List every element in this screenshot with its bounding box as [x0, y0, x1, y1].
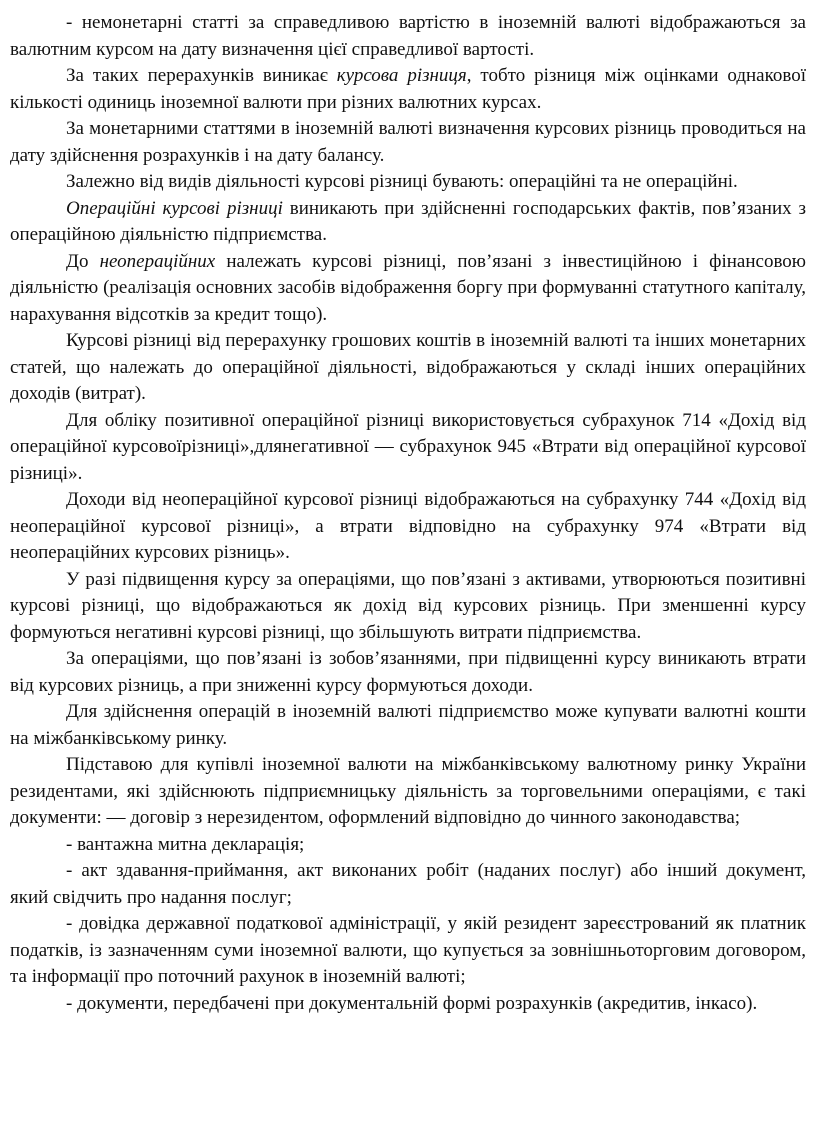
paragraph-text: - немонетарні статті за справедливою вартістю в іноземній валюті відображаються за валютним курсом на дату визначення цієї справедливої вартості.: [10, 12, 806, 60]
paragraph-text: Для обліку позитивної операційної різниці використовується субрахунок 714 «Дохід від операційної курсовоїрізниці»,длянегативної — субрахунок 945 «Втрати від операційної курсової різниці».: [10, 409, 806, 484]
paragraph: [10, 699, 806, 752]
italic-term: Операційні курсові різниці: [66, 197, 283, 219]
paragraph-text: Для здійснення операцій в іноземній валюті підприємство може купувати валютні кошти на міжбанківському ринку.: [10, 701, 806, 749]
paragraph-text: До: [66, 250, 100, 272]
paragraph: [10, 249, 806, 329]
paragraph-text: Курсові різниці від перерахунку грошових коштів в іноземній валюті та інших монетарних статей, що належать до операційної діяльності, відображаються у складі інших операційних доходів (витрат).: [10, 330, 806, 404]
paragraph-text: За операціями, що пов’язані із зобов’язаннями, при підвищенні курсу виникають втрати від курсових різниць, а при зниженні курсу формуються доходи.: [10, 648, 806, 696]
document-body: [10, 10, 806, 1017]
paragraph: [10, 196, 806, 249]
paragraph-text: - документи, передбачені при документальній формі розрахунків (акредитив, інкасо).: [66, 992, 758, 1014]
italic-term: курсова різниця: [336, 65, 467, 86]
paragraph: [10, 487, 806, 567]
paragraph: [10, 10, 806, 63]
paragraph: [10, 63, 806, 116]
paragraph: [10, 991, 806, 1018]
paragraph-text: належать курсові різниці, пов’язані з інвестиційною і фінансовою діяльністю (реалізація основних засобів відображення боргу при формуванні статутного капіталу, нарахування відсотків за кредит тощо).: [10, 250, 806, 325]
paragraph: [10, 408, 806, 488]
paragraph-text: Залежно від видів діяльності курсові різниці бувають: операційні та не операційні.: [66, 171, 738, 192]
paragraph-text: За монетарними статтями в іноземній валюті визначення курсових різниць проводиться на дату здійснення розрахунків і на дату балансу.: [10, 118, 806, 166]
paragraph-text: - довідка державної податкової адміністрації, у якій резидент зареєстрований як платник податків, із зазначенням суми іноземної валюти, що купується за зовнішньоторговим договором, та інформації про поточний рахунок в іноземній валюті;: [10, 913, 806, 987]
paragraph: [10, 328, 806, 408]
paragraph-text: Доходи від неопераційної курсової різниці відображаються на субрахунку 744 «Дохід від неопераційної курсової різниці», а втрати відповідно на субрахунку 974 «Втрати від неопераційних курсових різниць».: [10, 489, 806, 563]
paragraph: [10, 646, 806, 699]
paragraph-text: , тобто різниця між оцінками однакової кількості одиниць іноземної валюти при різних валютних курсах.: [10, 65, 806, 113]
paragraph: [10, 858, 806, 911]
paragraph: [10, 832, 806, 859]
paragraph: [10, 116, 806, 169]
paragraph: [10, 911, 806, 991]
paragraph-text: У разі підвищення курсу за операціями, що пов’язані з активами, утворюються позитивні курсові різниці, що відображаються як дохід від курсових різниць. При зменшенні курсу формуються негативні курсові різниці, що збільшують витрати підприємства.: [10, 568, 806, 643]
paragraph: [10, 169, 806, 196]
paragraph-text: Підставою для купівлі іноземної валюти на міжбанківському валютному ринку України резидентами, які здійснюють підприємницьку діяльність за торговельними операціями, є такі документи: — договір з нерезидентом, оформлений відповідно до чинного законодавства;: [10, 754, 806, 828]
italic-term: неопераційних: [99, 250, 216, 272]
paragraph-text: - вантажна митна декларація;: [66, 833, 305, 855]
paragraph-text: - акт здавання-приймання, акт виконаних робіт (наданих послуг) або інший документ, який свідчить про надання послуг;: [10, 860, 806, 908]
paragraph: [10, 567, 806, 647]
paragraph-text: За таких перерахунків виникає: [66, 65, 337, 86]
paragraph: [10, 752, 806, 832]
paragraph-text: виникають при здійсненні господарських фактів, пов’язаних з операційною діяльністю підприємства.: [10, 197, 807, 245]
